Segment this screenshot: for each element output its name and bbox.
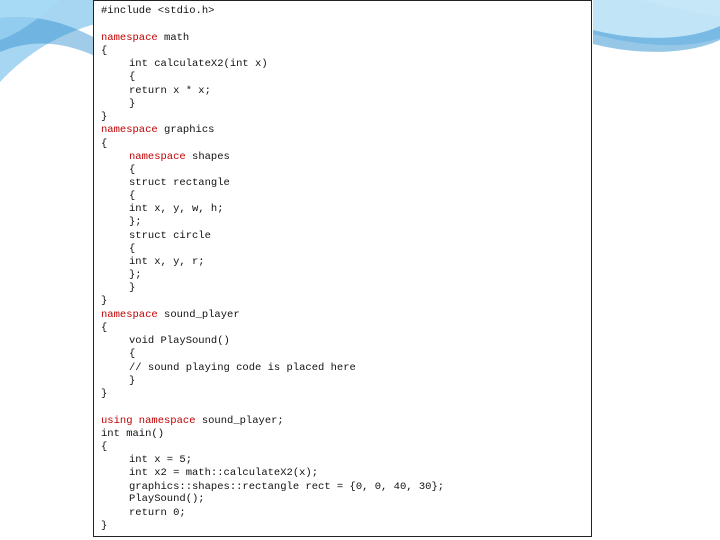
- code-line: [129, 215, 142, 229]
- code-listing: [93, 0, 592, 537]
- code-text: {: [129, 164, 136, 176]
- code-line: [129, 268, 142, 282]
- code-text: }: [129, 282, 136, 294]
- code-text: {: [101, 138, 108, 150]
- code-line: [129, 202, 224, 216]
- code-line: [101, 4, 214, 18]
- keyword: using namespace: [101, 415, 196, 427]
- code-text: int calculateX2(int x): [129, 58, 268, 70]
- code-text: graphics: [157, 124, 215, 136]
- code-text: {: [129, 348, 136, 360]
- code-text: // sound playing code is placed here: [129, 362, 356, 374]
- code-line: [129, 506, 186, 520]
- code-text: {: [101, 441, 108, 453]
- code-text: {: [129, 71, 136, 83]
- code-line: [129, 57, 268, 71]
- code-line: [129, 453, 192, 467]
- code-text: sound_player: [157, 309, 240, 321]
- code-text: int x, y, w, h;: [129, 203, 224, 215]
- code-text: struct rectangle: [129, 177, 230, 189]
- code-text: shapes: [185, 151, 230, 163]
- code-line: [129, 97, 135, 111]
- code-text: };: [129, 269, 142, 281]
- code-line: [101, 387, 107, 401]
- code-text: }: [101, 111, 108, 123]
- code-text: PlaySound();: [129, 493, 205, 505]
- keyword: namespace: [129, 151, 186, 163]
- code-line: [129, 84, 211, 98]
- code-text: };: [129, 216, 142, 228]
- code-text: }: [129, 98, 136, 110]
- code-line: [129, 347, 135, 361]
- code-text: return x * x;: [129, 85, 211, 97]
- code-text: int x2 = math::calculateX2(x);: [129, 467, 319, 479]
- code-text: }: [101, 520, 108, 532]
- code-line: [129, 163, 135, 177]
- code-line: [129, 176, 230, 190]
- code-line: [129, 334, 230, 348]
- code-line: [129, 189, 135, 203]
- keyword: namespace: [101, 32, 158, 44]
- code-line: [101, 294, 107, 308]
- code-line: [101, 123, 214, 137]
- code-text: struct circle: [129, 230, 211, 242]
- code-text: {: [101, 322, 108, 334]
- code-text: {: [129, 190, 136, 202]
- code-line: [129, 374, 135, 388]
- code-text: {: [129, 243, 136, 255]
- code-line: [101, 440, 107, 454]
- code-text: graphics::shapes::rectangle rect = {0, 0, 40, 30};: [129, 481, 445, 493]
- keyword: namespace: [101, 309, 158, 321]
- code-line: [101, 44, 107, 58]
- code-text: }: [129, 375, 136, 387]
- code-line: [129, 281, 135, 295]
- code-line: [101, 31, 189, 45]
- code-text: int x = 5;: [129, 454, 193, 466]
- code-text: math: [157, 32, 190, 44]
- code-line: [101, 321, 107, 335]
- code-line: [129, 150, 230, 164]
- code-line: [101, 519, 107, 533]
- code-line: [101, 137, 107, 151]
- code-line: [129, 70, 135, 84]
- code-text: sound_player;: [195, 415, 284, 427]
- code-line: [101, 414, 284, 428]
- code-text: {: [101, 45, 108, 57]
- code-line: [101, 427, 164, 441]
- code-text: }: [101, 295, 108, 307]
- code-line: [129, 492, 205, 506]
- code-line: [129, 229, 211, 243]
- code-text: int x, y, r;: [129, 256, 205, 268]
- code-line: [129, 466, 318, 480]
- code-text: return 0;: [129, 507, 186, 519]
- code-line: [129, 255, 205, 269]
- code-text: #include <stdio.h>: [101, 5, 215, 17]
- code-line: [129, 242, 135, 256]
- code-line: [101, 110, 107, 124]
- code-text: }: [101, 388, 108, 400]
- code-text: int main(): [101, 428, 165, 440]
- keyword: namespace: [101, 124, 158, 136]
- code-line: [101, 308, 240, 322]
- code-text: void PlaySound(): [129, 335, 230, 347]
- code-line: [129, 361, 356, 375]
